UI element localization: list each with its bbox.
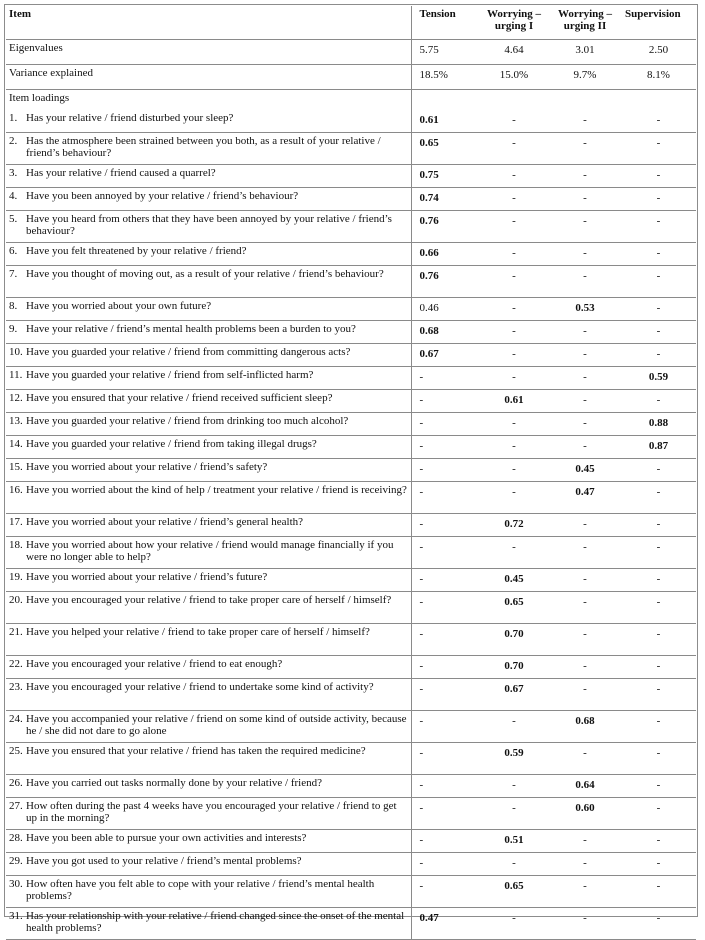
item-number: 3. [9,167,18,179]
item-number: 1. [9,112,18,124]
item-text: Have you worried about your relative / friend’s general health? [26,516,304,528]
item-text: How often have you felt able to cope with your relative / friend’s mental health problems? [26,878,375,902]
table-row [6,390,696,413]
table-row [6,514,696,537]
item-number: 24. [9,713,23,725]
loading-tension: - [411,743,479,775]
table-row [6,711,696,743]
item-text: Has your relationship with your relative / friend changed since the onset of the mental health problems? [26,910,405,934]
loading-supervision: 0.88 [621,413,696,436]
item-text: Have you encouraged your relative / friend to undertake some kind of activity? [26,681,374,693]
item-text: Have you ensured that your relative / friend received sufficient sleep? [26,392,333,404]
item-text: Have you worried about your relative / friend’s future? [26,571,268,583]
loading-supervision: - [621,569,696,592]
table-row [6,188,696,211]
item-number: 31. [9,910,23,922]
loading-worrying-1: 0.59 [479,743,549,775]
loading-worrying-1: - [479,266,549,298]
loading-worrying-1: 0.72 [479,514,549,537]
loading-worrying-1: - [479,367,549,390]
loading-supervision: - [621,679,696,711]
item-cell [6,482,411,514]
loading-worrying-1: - [479,165,549,188]
table-row [6,266,696,298]
loading-tension: - [411,390,479,413]
header-item: Item [6,6,411,40]
loading-worrying-2: - [549,436,621,459]
loading-tension: 0.66 [411,243,479,266]
item-text: Have you heard from others that they have been annoyed by your relative / friend’s behaviour? [26,213,392,237]
item-number: 26. [9,777,23,789]
item-number: 21. [9,626,23,638]
loading-worrying-2: - [549,243,621,266]
header-supervision: Supervision [621,6,696,40]
loading-worrying-1: - [479,459,549,482]
table-row [6,413,696,436]
loading-tension: 0.76 [411,266,479,298]
loading-supervision: - [621,390,696,413]
item-cell [6,624,411,656]
variance-worrying-1: 15.0% [479,65,549,90]
loading-worrying-2: 0.53 [549,298,621,321]
item-text: Have you guarded your relative / friend from committing dangerous acts? [26,346,351,358]
loading-supervision: - [621,211,696,243]
loading-tension: - [411,876,479,908]
loading-worrying-1: 0.61 [479,390,549,413]
loading-worrying-1: - [479,243,549,266]
table-row [6,133,696,165]
item-number: 16. [9,484,23,496]
eigenvalue-tension: 5.75 [411,40,479,65]
eigenvalue-supervision: 2.50 [621,40,696,65]
loading-tension: 0.65 [411,133,479,165]
loading-worrying-1: - [479,133,549,165]
item-text: Have you guarded your relative / friend from drinking too much alcohol? [26,415,349,427]
loading-worrying-2: 0.45 [549,459,621,482]
item-number: 27. [9,800,23,812]
loading-tension: - [411,775,479,798]
loading-tension: - [411,569,479,592]
item-number: 29. [9,855,23,867]
variance-row [6,65,696,90]
loading-worrying-2: - [549,743,621,775]
loading-worrying-2: - [549,211,621,243]
loading-worrying-1: - [479,908,549,940]
item-cell [6,413,411,436]
table-row [6,321,696,344]
table-row [6,211,696,243]
loading-supervision: - [621,514,696,537]
loading-tension: - [411,537,479,569]
factor-loadings-table [6,6,696,940]
item-cell [6,908,411,940]
loading-tension: 0.76 [411,211,479,243]
eigenvalues-row [6,40,696,65]
table-row [6,436,696,459]
item-text: How often during the past 4 weeks have you encouraged your relative / friend to get up in the morning? [26,800,397,824]
item-cell [6,133,411,165]
loading-worrying-1: - [479,211,549,243]
item-cell [6,211,411,243]
item-text: Have you encouraged your relative / friend to eat enough? [26,658,283,670]
loading-worrying-2: - [549,679,621,711]
item-text: Have you accompanied your relative / friend on some kind of outside activity, because he / she did not dare to go alone [26,713,407,737]
item-text: Have you got used to your relative / friend’s mental problems? [26,855,302,867]
item-cell [6,321,411,344]
item-cell [6,569,411,592]
item-text: Have your relative / friend’s mental health problems been a burden to you? [26,323,356,335]
loading-tension: - [411,592,479,624]
loading-worrying-2: - [549,876,621,908]
loading-tension: 0.47 [411,908,479,940]
table-row [6,367,696,390]
variance-tension: 18.5% [411,65,479,90]
item-number: 13. [9,415,23,427]
item-number: 12. [9,392,23,404]
item-cell [6,165,411,188]
loading-worrying-1: - [479,711,549,743]
item-cell [6,775,411,798]
table-row [6,110,696,133]
item-cell [6,743,411,775]
item-cell [6,367,411,390]
loading-tension: - [411,436,479,459]
table-row [6,344,696,367]
loading-tension: 0.68 [411,321,479,344]
loading-worrying-1: - [479,344,549,367]
loading-supervision: - [621,775,696,798]
item-number: 6. [9,245,18,257]
item-text: Have you guarded your relative / friend from taking illegal drugs? [26,438,317,450]
eigenvalue-worrying-1: 4.64 [479,40,549,65]
loading-supervision: - [621,798,696,830]
loading-worrying-2: - [549,830,621,853]
table-row [6,459,696,482]
loading-worrying-2: - [549,569,621,592]
loading-supervision: - [621,459,696,482]
variance-supervision: 8.1% [621,65,696,90]
item-cell [6,266,411,298]
item-text: Have you thought of moving out, as a result of your relative / friend’s behaviour? [26,268,384,280]
loading-supervision: - [621,298,696,321]
loading-tension: - [411,459,479,482]
loading-worrying-1: - [479,436,549,459]
loading-supervision: - [621,188,696,211]
table-row [6,876,696,908]
item-cell [6,110,411,133]
item-number: 2. [9,135,18,147]
loading-worrying-1: 0.67 [479,679,549,711]
item-cell [6,537,411,569]
item-number: 11. [9,369,23,381]
loading-worrying-2: 0.68 [549,711,621,743]
loading-worrying-2: 0.64 [549,775,621,798]
loading-worrying-1: - [479,482,549,514]
item-text: Have you worried about the kind of help / treatment your relative / friend is receiving? [26,484,407,496]
loading-tension: 0.67 [411,344,479,367]
loading-tension: - [411,482,479,514]
loading-worrying-2: - [549,344,621,367]
item-number: 9. [9,323,18,335]
table-row [6,908,696,940]
loading-tension: - [411,656,479,679]
table-row [6,482,696,514]
loading-supervision: - [621,592,696,624]
item-cell [6,711,411,743]
item-number: 20. [9,594,23,606]
header-worrying-urging-1: Worrying – urging I [479,6,549,40]
table-row [6,775,696,798]
table-row [6,830,696,853]
item-number: 19. [9,571,23,583]
item-text: Has your relative / friend caused a quarrel? [26,167,216,179]
loading-worrying-1: - [479,775,549,798]
loading-worrying-2: - [549,624,621,656]
item-text: Have you worried about your own future? [26,300,212,312]
item-cell [6,876,411,908]
header-row [6,6,696,40]
section-label: Item loadings [6,90,411,111]
loading-supervision: - [621,243,696,266]
item-cell [6,436,411,459]
item-cell [6,656,411,679]
item-number: 17. [9,516,23,528]
loading-worrying-2: 0.47 [549,482,621,514]
item-cell [6,679,411,711]
item-text: Have you been able to pursue your own activities and interests? [26,832,307,844]
loading-tension: - [411,798,479,830]
table-row [6,624,696,656]
loading-worrying-1: - [479,321,549,344]
item-number: 15. [9,461,23,473]
table-row [6,798,696,830]
loading-worrying-1: - [479,798,549,830]
loading-worrying-1: 0.51 [479,830,549,853]
loading-worrying-2: - [549,537,621,569]
loading-supervision: - [621,656,696,679]
loading-worrying-2: - [549,188,621,211]
loading-supervision: 0.59 [621,367,696,390]
loading-worrying-1: 0.70 [479,624,549,656]
loading-worrying-2: - [549,390,621,413]
loading-worrying-2: - [549,110,621,133]
item-number: 18. [9,539,23,551]
loading-tension: 0.74 [411,188,479,211]
loading-worrying-1: - [479,110,549,133]
item-cell [6,188,411,211]
variance-worrying-2: 9.7% [549,65,621,90]
table-row [6,298,696,321]
item-number: 5. [9,213,18,225]
item-number: 4. [9,190,18,202]
loading-worrying-1: - [479,413,549,436]
item-cell [6,592,411,624]
loading-tension: 0.46 [411,298,479,321]
item-cell [6,853,411,876]
item-text: Have you been annoyed by your relative / friend’s behaviour? [26,190,299,202]
loading-supervision: - [621,711,696,743]
item-text: Has the atmosphere been strained between you both, as a result of your relative / friend’s behaviour? [26,135,381,159]
item-cell [6,344,411,367]
loading-worrying-1: - [479,188,549,211]
loading-supervision: - [621,876,696,908]
loading-supervision: 0.87 [621,436,696,459]
loading-tension: - [411,624,479,656]
loading-supervision: - [621,321,696,344]
loading-worrying-2: - [549,321,621,344]
loading-worrying-2: - [549,514,621,537]
item-text: Have you encouraged your relative / friend to take proper care of herself / himself? [26,594,392,606]
item-cell [6,390,411,413]
eigenvalues-label: Eigenvalues [6,40,411,65]
loading-tension: - [411,413,479,436]
item-text: Have you ensured that your relative / friend has taken the required medicine? [26,745,366,757]
loading-worrying-2: - [549,853,621,876]
loading-worrying-1: - [479,298,549,321]
table-row [6,537,696,569]
item-cell [6,830,411,853]
loading-tension: 0.75 [411,165,479,188]
loading-worrying-2: - [549,367,621,390]
item-cell [6,798,411,830]
item-number: 22. [9,658,23,670]
loading-worrying-1: 0.45 [479,569,549,592]
item-number: 25. [9,745,23,757]
table-row [6,656,696,679]
loading-worrying-2: - [549,413,621,436]
table-row [6,243,696,266]
item-cell [6,243,411,266]
loading-tension: - [411,830,479,853]
table-row [6,853,696,876]
section-row [6,90,696,111]
loading-supervision: - [621,908,696,940]
loading-tension: 0.61 [411,110,479,133]
loading-supervision: - [621,482,696,514]
loading-worrying-1: 0.70 [479,656,549,679]
eigenvalue-worrying-2: 3.01 [549,40,621,65]
loading-worrying-2: - [549,266,621,298]
item-number: 8. [9,300,18,312]
item-text: Have you carried out tasks normally done by your relative / friend? [26,777,322,789]
item-text: Has your relative / friend disturbed your sleep? [26,112,234,124]
loading-supervision: - [621,743,696,775]
loading-supervision: - [621,853,696,876]
table-row [6,165,696,188]
loading-tension: - [411,514,479,537]
loading-worrying-1: 0.65 [479,592,549,624]
item-text: Have you felt threatened by your relative / friend? [26,245,247,257]
header-worrying-urging-2: Worrying – urging II [549,6,621,40]
item-number: 14. [9,438,23,450]
loading-tension: - [411,679,479,711]
loading-tension: - [411,367,479,390]
table-row [6,592,696,624]
loading-supervision: - [621,110,696,133]
variance-label: Variance explained [6,65,411,90]
loading-supervision: - [621,830,696,853]
loading-supervision: - [621,537,696,569]
loading-worrying-2: 0.60 [549,798,621,830]
loading-worrying-1: 0.65 [479,876,549,908]
item-text: Have you guarded your relative / friend from self-inflicted harm? [26,369,314,381]
item-text: Have you worried about how your relative / friend would manage financially if you were no longer able to help? [26,539,394,563]
loading-supervision: - [621,266,696,298]
table-row [6,743,696,775]
loading-worrying-2: - [549,133,621,165]
loading-tension: - [411,853,479,876]
table-row [6,569,696,592]
item-text: Have you helped your relative / friend to take proper care of herself / himself? [26,626,370,638]
table-row [6,679,696,711]
item-text: Have you worried about your relative / friend’s safety? [26,461,268,473]
item-cell [6,298,411,321]
loading-tension: - [411,711,479,743]
loading-worrying-1: - [479,537,549,569]
item-number: 7. [9,268,18,280]
item-cell [6,514,411,537]
loading-worrying-2: - [549,592,621,624]
loading-worrying-2: - [549,165,621,188]
loading-worrying-2: - [549,656,621,679]
loading-supervision: - [621,344,696,367]
loading-supervision: - [621,165,696,188]
item-cell [6,459,411,482]
item-number: 10. [9,346,23,358]
loading-worrying-1: - [479,853,549,876]
header-tension: Tension [411,6,479,40]
item-number: 30. [9,878,23,890]
item-number: 23. [9,681,23,693]
loading-supervision: - [621,624,696,656]
loading-worrying-2: - [549,908,621,940]
loading-supervision: - [621,133,696,165]
item-number: 28. [9,832,23,844]
